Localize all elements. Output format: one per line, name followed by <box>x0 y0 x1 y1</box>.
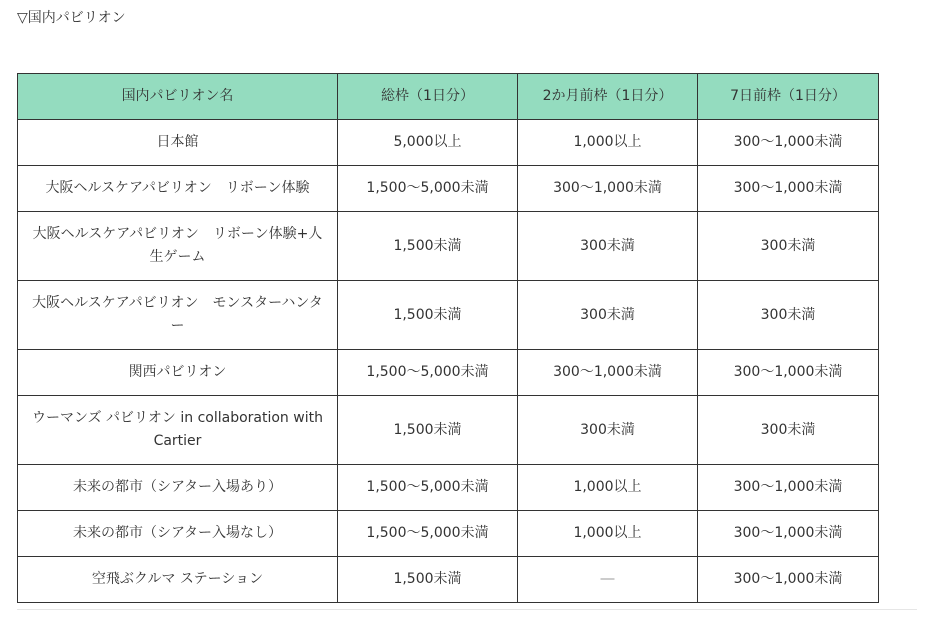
two-months-slots: 300未満 <box>518 396 698 465</box>
pavilion-name: 大阪ヘルスケアパビリオン リボーン体験 <box>18 166 338 212</box>
two-months-slots: 300未満 <box>518 281 698 350</box>
table-row <box>18 212 879 281</box>
total-slots: 1,500～5,000未満 <box>338 166 518 212</box>
table-row <box>18 166 879 212</box>
header-two-months-slots: 2か月前枠（1日分） <box>518 74 698 120</box>
total-slots: 1,500～5,000未満 <box>338 465 518 511</box>
total-slots: 1,500～5,000未満 <box>338 511 518 557</box>
seven-days-slots: 300～1,000未満 <box>698 511 879 557</box>
table-row <box>18 465 879 511</box>
two-months-slots: ― <box>518 557 698 603</box>
seven-days-slots: 300～1,000未満 <box>698 166 879 212</box>
total-slots: 1,500未満 <box>338 396 518 465</box>
header-pavilion-name: 国内パビリオン名 <box>18 74 338 120</box>
seven-days-slots: 300～1,000未満 <box>698 350 879 396</box>
section-heading: ▽国内パビリオン <box>17 10 126 26</box>
header-seven-days-slots: 7日前枠（1日分） <box>698 74 879 120</box>
pavilion-name: 未来の都市（シアター入場なし） <box>18 511 338 557</box>
pavilion-table-container <box>17 73 879 603</box>
bottom-divider <box>17 609 917 610</box>
pavilion-name: 日本館 <box>18 120 338 166</box>
pavilion-name: 関西パビリオン <box>18 350 338 396</box>
two-months-slots: 1,000以上 <box>518 511 698 557</box>
pavilion-name: 大阪ヘルスケアパビリオン モンスターハンター <box>18 281 338 350</box>
two-months-slots: 300～1,000未満 <box>518 350 698 396</box>
table-header-row <box>18 74 879 120</box>
pavilion-name: ウーマンズ パビリオン in collaboration with Cartier <box>18 396 338 465</box>
pavilion-name: 空飛ぶクルマ ステーション <box>18 557 338 603</box>
pavilion-capacity-table <box>17 73 879 603</box>
total-slots: 1,500未満 <box>338 212 518 281</box>
table-row <box>18 281 879 350</box>
seven-days-slots: 300未満 <box>698 281 879 350</box>
seven-days-slots: 300～1,000未満 <box>698 465 879 511</box>
total-slots: 1,500～5,000未満 <box>338 350 518 396</box>
two-months-slots: 1,000以上 <box>518 465 698 511</box>
table-row <box>18 350 879 396</box>
header-total-slots: 総枠（1日分） <box>338 74 518 120</box>
table-row <box>18 396 879 465</box>
two-months-slots: 300～1,000未満 <box>518 166 698 212</box>
seven-days-slots: 300～1,000未満 <box>698 120 879 166</box>
two-months-slots: 300未満 <box>518 212 698 281</box>
table-row <box>18 511 879 557</box>
seven-days-slots: 300未満 <box>698 212 879 281</box>
total-slots: 1,500未満 <box>338 557 518 603</box>
pavilion-name: 大阪ヘルスケアパビリオン リボーン体験+人生ゲーム <box>18 212 338 281</box>
seven-days-slots: 300未満 <box>698 396 879 465</box>
total-slots: 5,000以上 <box>338 120 518 166</box>
table-row <box>18 120 879 166</box>
pavilion-name: 未来の都市（シアター入場あり） <box>18 465 338 511</box>
table-row <box>18 557 879 603</box>
two-months-slots: 1,000以上 <box>518 120 698 166</box>
seven-days-slots: 300～1,000未満 <box>698 557 879 603</box>
total-slots: 1,500未満 <box>338 281 518 350</box>
